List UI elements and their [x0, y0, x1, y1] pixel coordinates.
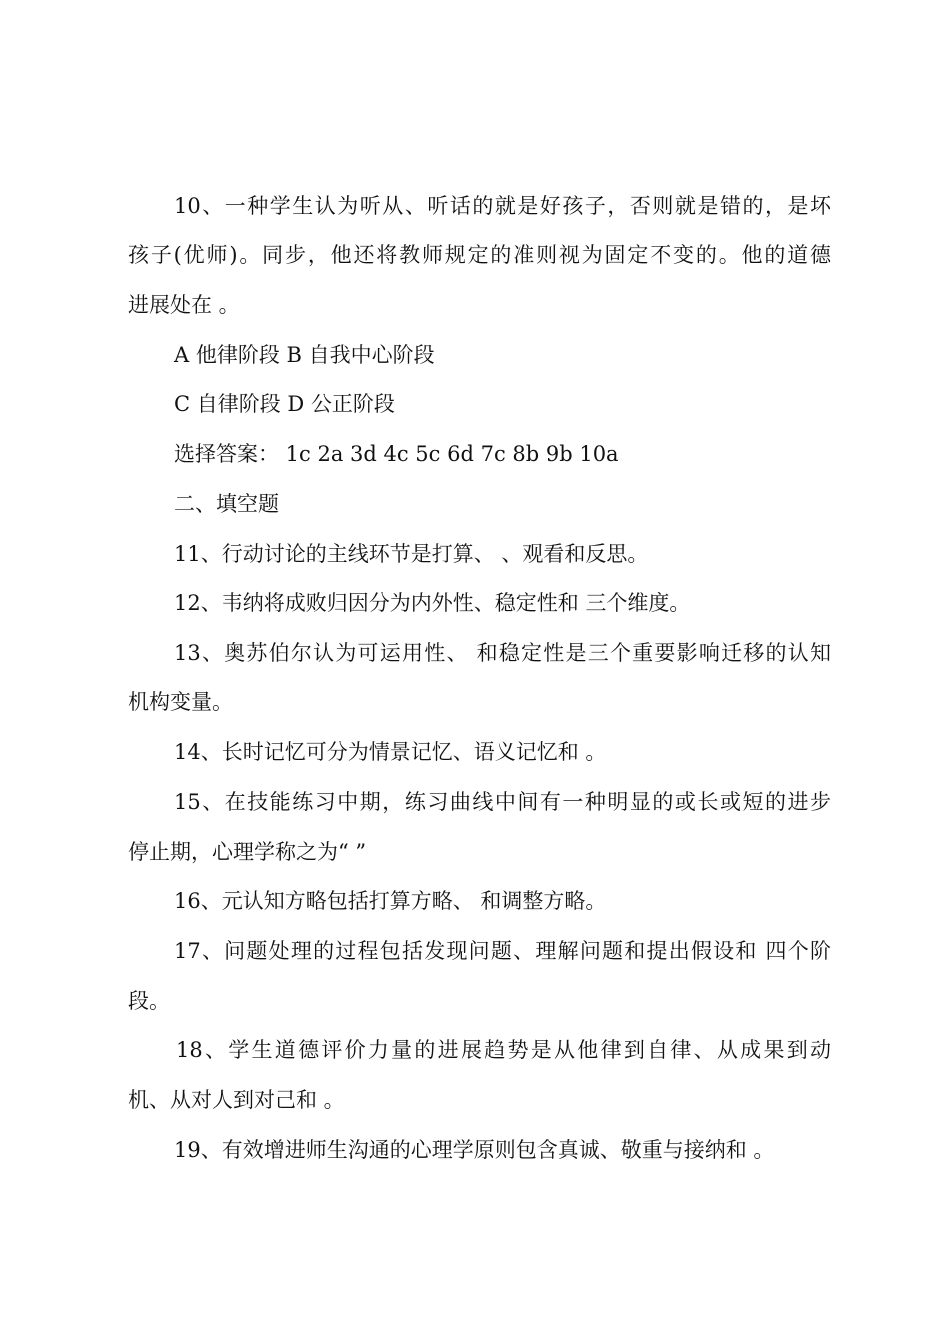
- q12: 12、韦纳将成败归因分为内外性、稳定性和 三个维度。: [174, 591, 691, 615]
- q18-line-1: 18、学生道德评价力量的进展趋势是从他律到自律、从成果到动: [176, 1038, 831, 1062]
- q19: 19、有效增进师生沟通的心理学原则包含真诚、敬重与接纳和 。: [174, 1138, 775, 1162]
- q10-options-cd: C 自律阶段 D 公正阶段: [174, 392, 395, 416]
- q17-line-1: 17、问题处理的过程包括发现问题、理解问题和提出假设和 四个阶: [174, 939, 831, 963]
- q17-line-2: 段。: [128, 989, 170, 1013]
- q10-options-ab: A 他律阶段 B 自我中心阶段: [174, 343, 435, 367]
- section-title: 二、填空题: [174, 492, 279, 516]
- q10-line-3: 进展处在 。: [128, 293, 240, 317]
- q15-line-2: 停止期，心理学称之为“ ”: [128, 840, 367, 864]
- q18-line-2: 机、从对人到对己和 。: [128, 1088, 345, 1112]
- q15-line-1: 15、在技能练习中期，练习曲线中间有一种明显的或长或短的进步: [174, 790, 831, 814]
- q14: 14、长时记忆可分为情景记忆、语义记忆和 。: [174, 740, 607, 764]
- q13-line-2: 机构变量。: [128, 690, 233, 714]
- q10-line-1: 10、一种学生认为听从、听话的就是好孩子，否则就是错的，是坏: [174, 194, 831, 218]
- answer-key: 选择答案： 1c 2a 3d 4c 5c 6d 7c 8b 9b 10a: [174, 442, 619, 466]
- q13-line-1: 13、奥苏伯尔认为可运用性、 和稳定性是三个重要影响迁移的认知: [174, 641, 831, 665]
- q10-line-2: 孩子(优师)。同步，他还将教师规定的准则视为固定不变的。他的道德: [128, 243, 831, 267]
- q16: 16、元认知方略包括打算方略、 和调整方略。: [174, 889, 607, 913]
- q11: 11、行动讨论的主线环节是打算、 、观看和反思。: [174, 542, 649, 566]
